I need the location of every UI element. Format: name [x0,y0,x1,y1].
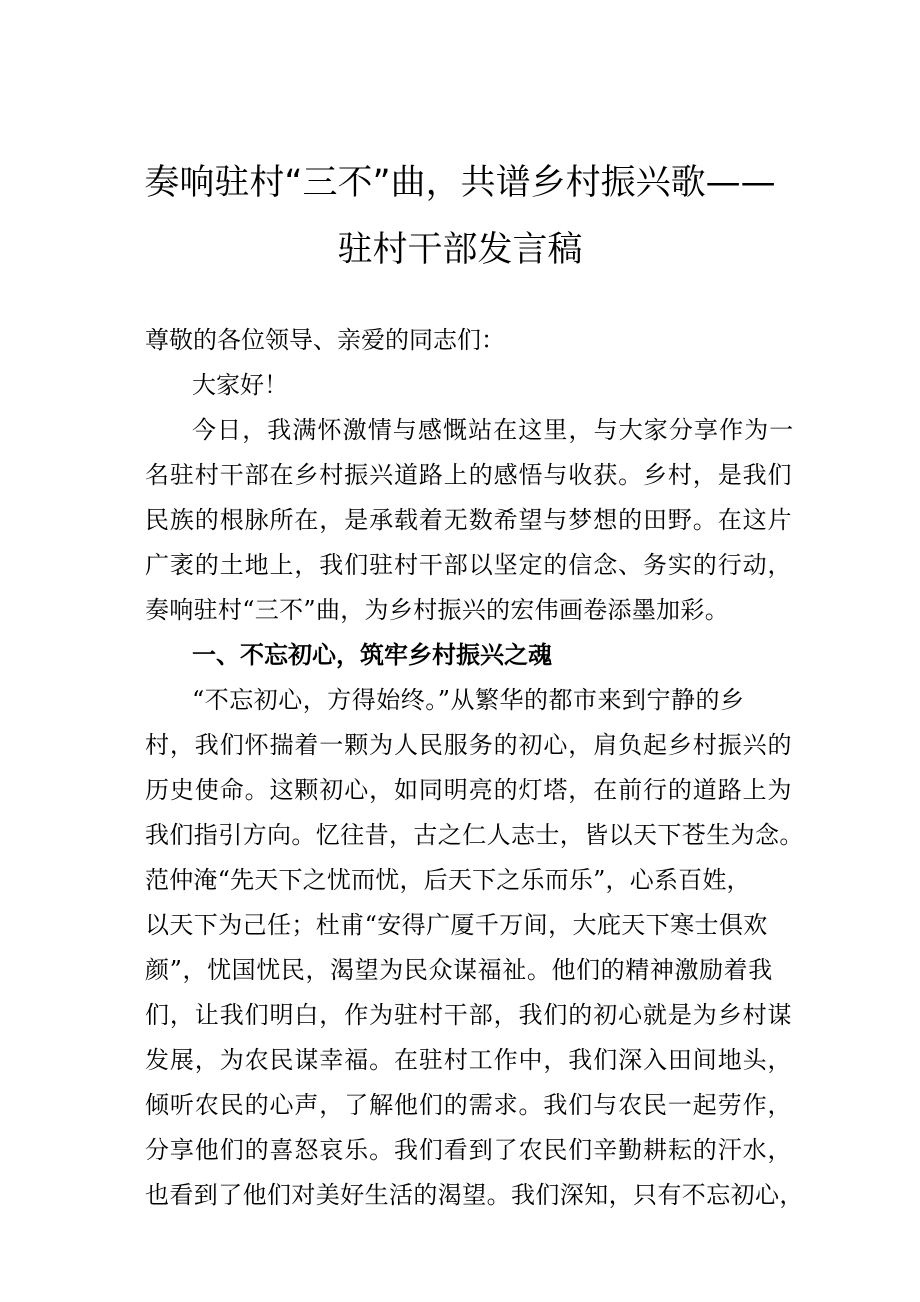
paragraph-line: 今日，我满怀激情与感慨站在这里，与大家分享作为一 [192,416,795,444]
paragraph-line: 们，让我们明白，作为驻村干部，我们的初心就是为乡村谋 [145,1001,793,1029]
paragraph-line: 也看到了他们对美好生活的渴望。我们深知，只有不忘初心， [145,1181,804,1209]
paragraph-line: “不忘初心，方得始终。”从繁华的都市来到宁静的乡 [192,686,745,714]
document-title-line-2: 驻村干部发言稿 [337,230,583,270]
paragraph-line: 历史使命。这颗初心，如同明亮的灯塔，在前行的道路上为 [145,776,793,804]
paragraph-line: 颜”，忧国忧民，渴望为民众谋福祉。他们的精神激励着我 [145,956,773,984]
section-heading: 一、不忘初心，筑牢乡村振兴之魂 [192,641,552,669]
paragraph-line: 发展，为农民谋幸福。在驻村工作中，我们深入田间地头， [145,1046,793,1074]
paragraph-line: 倾听农民的心声，了解他们的需求。我们与农民一起劳作， [145,1091,793,1119]
paragraph-line: 分享他们的喜怒哀乐。我们看到了农民们辛勤耕耘的汗水， [145,1136,793,1164]
paragraph-line: 我们指引方向。忆往昔，古之仁人志士，皆以天下苍生为念。 [145,821,804,849]
paragraph-line: 以天下为己任；杜甫“安得广厦千万间，大庇天下寒士俱欢 [145,911,768,939]
salutation: 尊敬的各位领导、亲爱的同志们： [145,326,505,354]
paragraph-line: 名驻村干部在乡村振兴道路上的感悟与收获。乡村，是我们 [145,461,793,489]
paragraph-line: 广袤的土地上，我们驻村干部以坚定的信念、务实的行动， [145,551,793,579]
document-title-line-1: 奏响驻村“三不”曲，共谱乡村振兴歌—— [144,163,776,203]
paragraph-line: 民族的根脉所在，是承载着无数希望与梦想的田野。在这片 [145,506,793,534]
greeting: 大家好！ [192,371,288,399]
paragraph-line: 村，我们怀揣着一颗为人民服务的初心，肩负起乡村振兴的 [145,731,793,759]
paragraph-line: 奏响驻村“三不”曲，为乡村振兴的宏伟画卷添墨加彩。 [145,596,730,624]
paragraph-line: 范仲淹“先天下之忧而忧，后天下之乐而乐”，心系百姓， [145,866,751,894]
